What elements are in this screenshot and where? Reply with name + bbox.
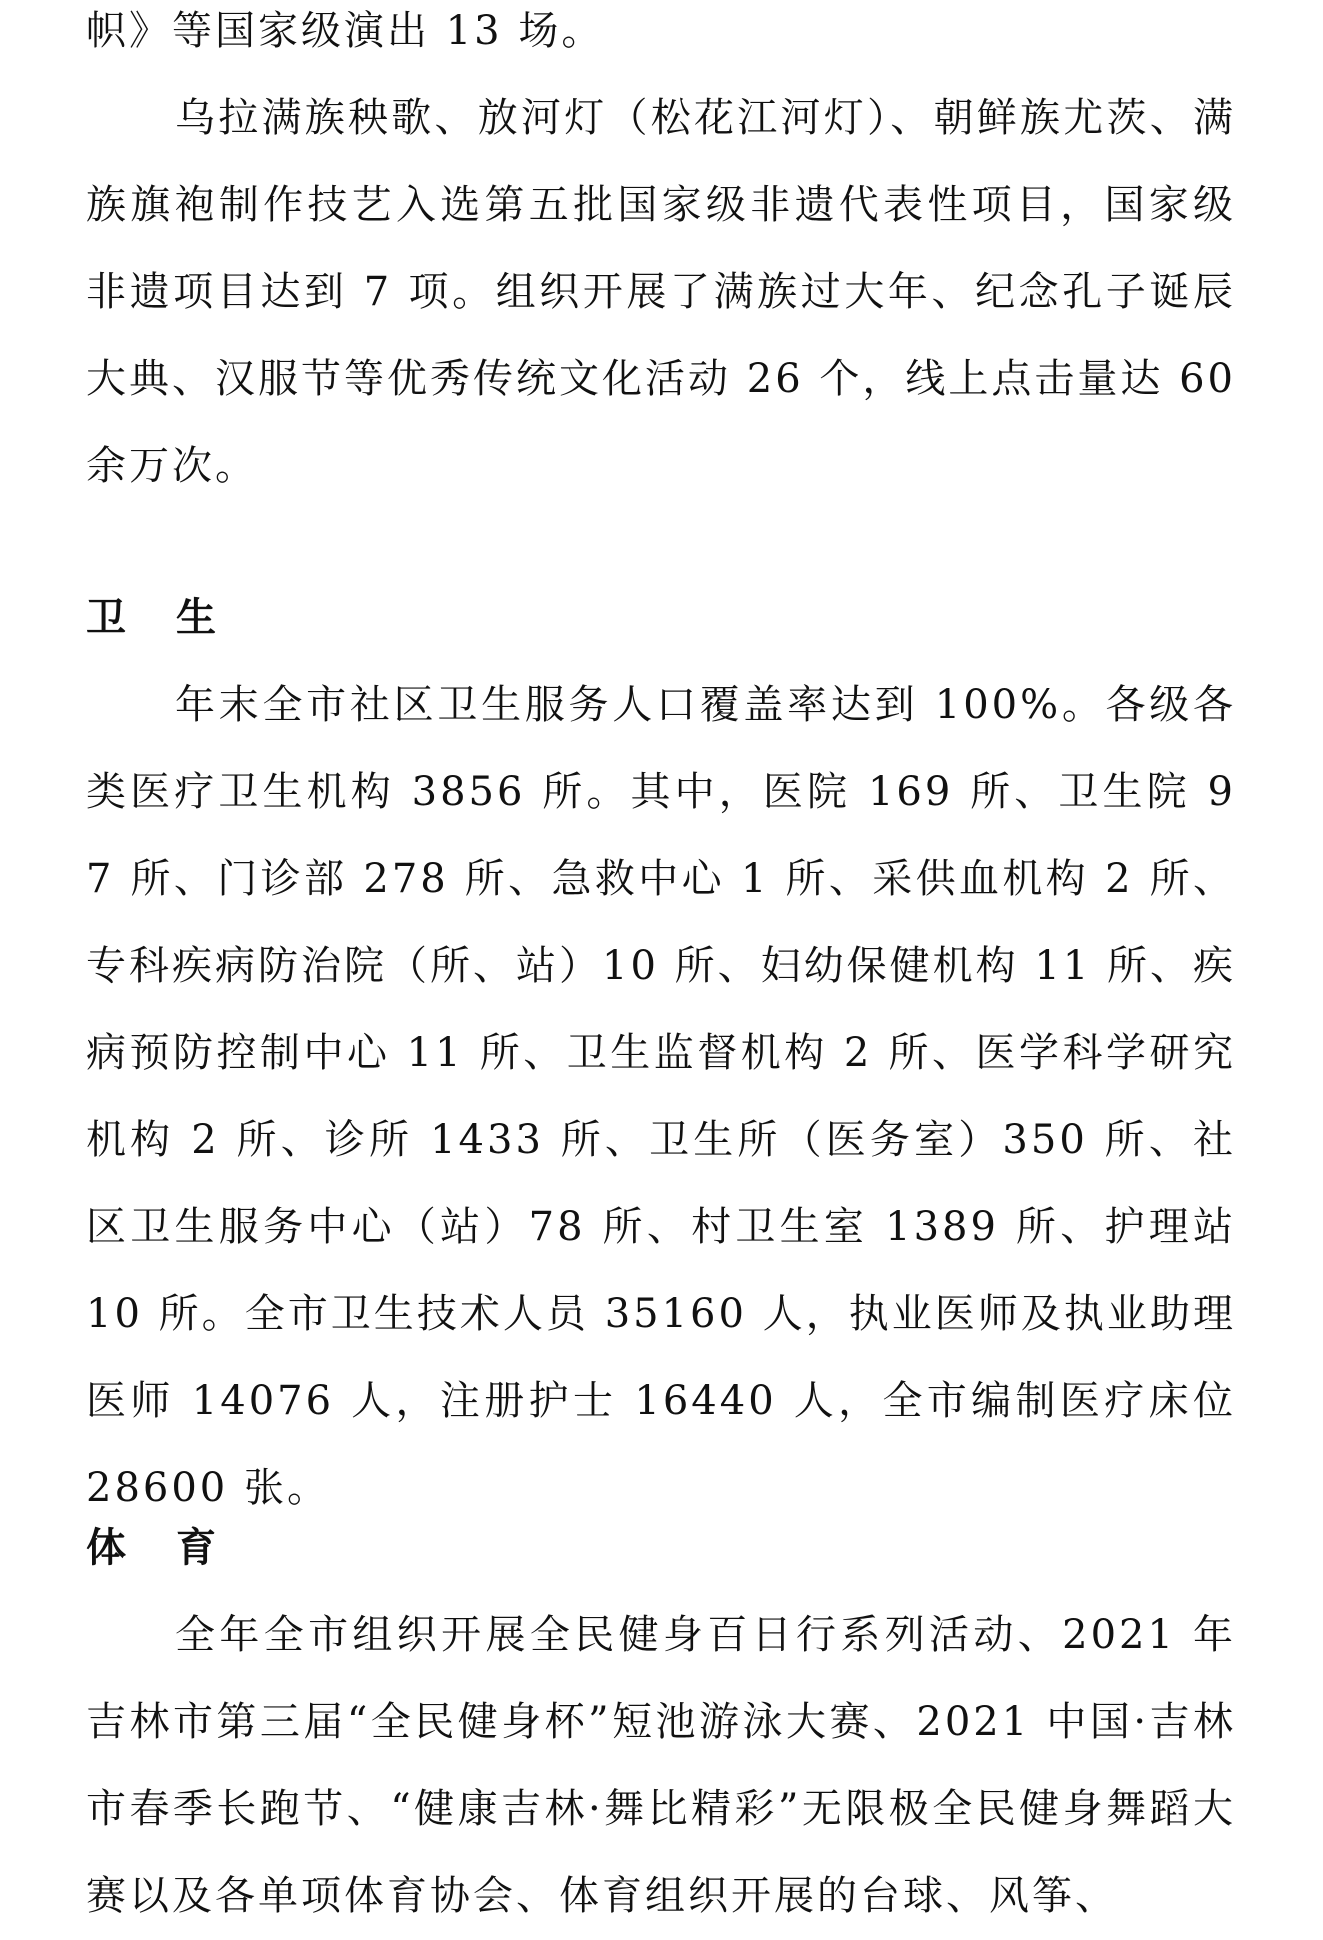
section-heading-health <box>86 575 218 662</box>
culture-paragraph-tail: 帜》等国家级演出 13 场。 <box>86 8 605 54</box>
section-heading-sports <box>86 1505 218 1592</box>
sports-paragraph: 全年全市组织开展全民健身百日行系列活动、2021 年吉林市第三届“全民健身杯”短池游泳大赛、2021 中国·吉林市春季长跑节、“健康吉林·舞比精彩”无限极全民健身舞蹈大赛以及各单项体育协会、体育组织开展的台球、风筝、 <box>86 1612 1236 1919</box>
heading-char: 生 <box>176 595 218 641</box>
heading-char: 卫 <box>86 595 128 641</box>
heading-char: 体 <box>86 1525 128 1571</box>
culture-paragraph-intangible-heritage: 乌拉满族秧歌、放河灯（松花江河灯）、朝鲜族尤茨、满族旗袍制作技艺入选第五批国家级非遗代表性项目，国家级非遗项目达到 7 项。组织开展了满族过大年、纪念孔子诞辰大典、汉服节等优秀传统文化活动 26 个，线上点击量达 60 余万次。 <box>86 95 1236 489</box>
heading-char: 育 <box>176 1525 218 1571</box>
health-paragraph: 年末全市社区卫生服务人口覆盖率达到 100%。各级各类医疗卫生机构 3856 所。其中，医院 169 所、卫生院 97 所、门诊部 278 所、急救中心 1 所、采供血机构 2 所、专科疾病防治院（所、站）10 所、妇幼保健机构 11 所、疾病预防控制中心 11 所、卫生监督机构 2 所、医学科学研究机构 2 所、诊所 1433 所、卫生所（医务室）350 所、社区卫生服务中心（站）78 所、村卫生室 1389 所、护理站 10 所。全市卫生技术人员 35160 人，执业医师及执业助理医师 14076 人，注册护士 16440 人，全市编制医疗床位 28600 张。 <box>86 682 1236 1511</box>
